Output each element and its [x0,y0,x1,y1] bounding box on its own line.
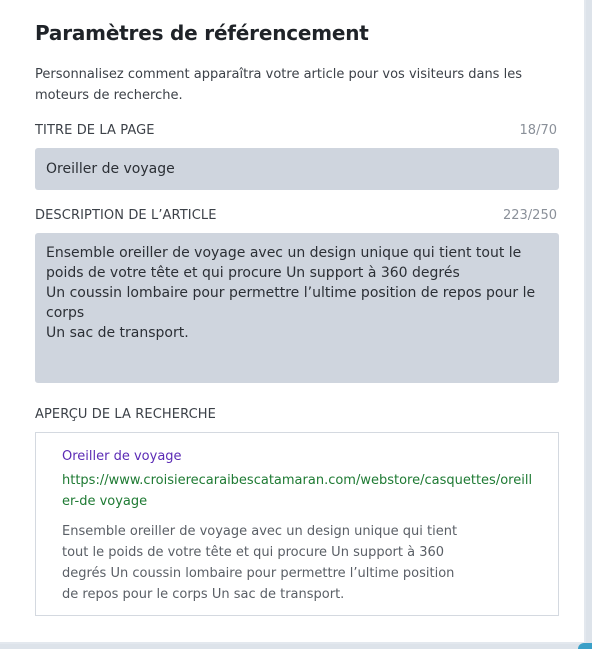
description-counter: 223/250 [502,208,557,223]
preview-url: https://www.croisierecaraibescatamaran.com/webstore/casquettes/oreiller-de voyage [62,473,533,509]
preview-description: Ensemble oreiller de voyage avec un design unique qui tient tout le poids de votre tête et qui procure Un support à 360 degrés Un coussin lombaire pour permettre l’ultime position de repos pour le corps Un sac de transport. [62,524,458,602]
page-title-input[interactable]: Oreiller de voyage [35,148,559,190]
panel-intro: Personnalisez comment apparaîtra votre article pour vos visiteurs dans les moteurs de recherche. [35,67,522,103]
search-preview-label: APERÇU DE LA RECHERCHE [35,407,216,422]
search-preview-card [35,432,559,616]
description-textarea[interactable]: Ensemble oreiller de voyage avec un design unique qui tient tout le poids de votre tête et qui procure Un support à 360 degrés Un coussin lombaire pour permettre l’ultime position de repos pour le corps Un sac de transport. [35,233,559,383]
panel-title: Paramètres de référencement [35,21,369,45]
preview-title: Oreiller de voyage [62,449,182,464]
page-title-counter: 18/70 [519,123,557,138]
corner-accent [578,643,592,649]
page-title-label: TITRE DE LA PAGE [35,123,155,138]
description-label: DESCRIPTION DE L’ARTICLE [35,208,217,223]
